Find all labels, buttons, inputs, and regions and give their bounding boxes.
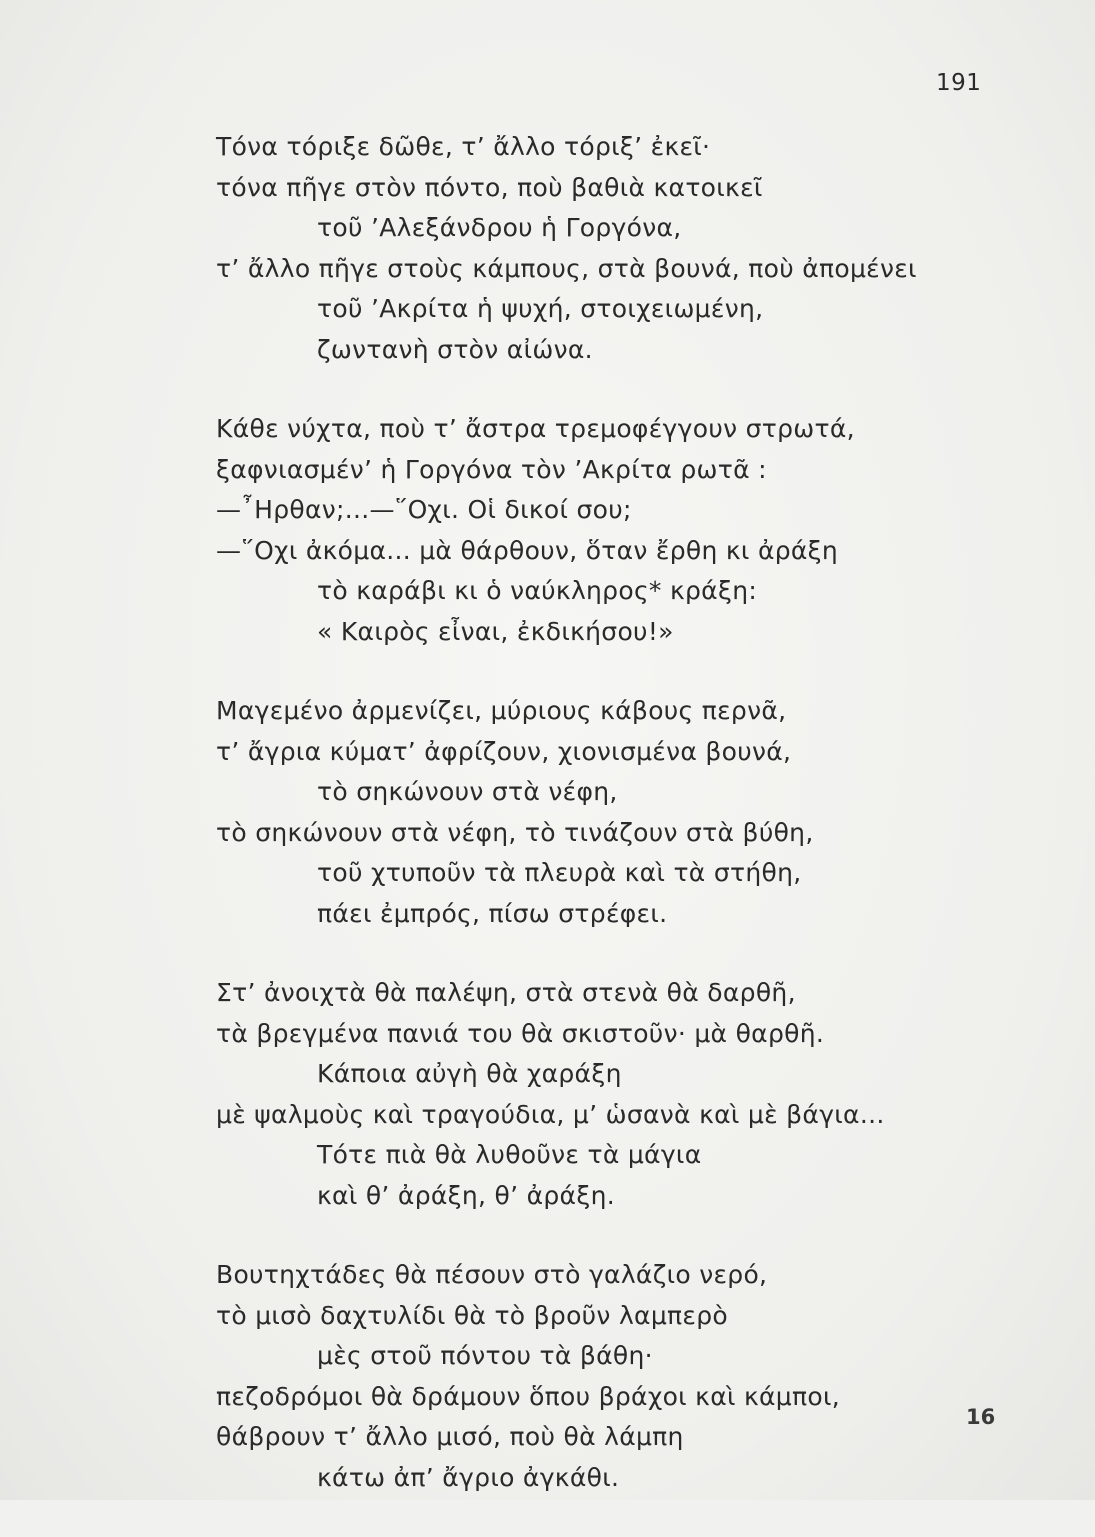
poem-line: τόνα πῆγε στὸν πόντο, ποὺ βαθιὰ κατοικεῖ — [216, 172, 763, 202]
poem-line: τὸ σηκώνουν στὰ νέφη, — [317, 777, 618, 806]
poem-line: —῞Οχι ἀκόμα... μὰ θάρθουν, ὅταν ἔρθη κι ἀράξη — [216, 535, 839, 565]
poem-line: κάτω ἀπ’ ἄγριο ἀγκάθι. — [317, 1462, 620, 1492]
poem-line: ξαφνιασμέν’ ἡ Γοργόνα τὸν ’Ακρίτα ρωτᾶ : — [216, 454, 767, 484]
stanza — [216, 127, 1076, 370]
poem-line: τὰ βρεγμένα πανιά του θὰ σκιστοῦν· μὰ θαρθῆ. — [216, 1018, 825, 1048]
poem-line: μὲς στοῦ πόντου τὰ βάθη· — [317, 1341, 653, 1370]
poem-line: τοῦ χτυποῦν τὰ πλευρὰ καὶ τὰ στήθη, — [317, 858, 802, 887]
poem-line: Στ’ ἀνοιχτὰ θὰ παλέψη, στὰ στενὰ θὰ δαρθῆ, — [216, 978, 796, 1007]
poem-line: πάει ἐμπρός, πίσω στρέφει. — [317, 898, 668, 928]
stanza — [216, 973, 1076, 1216]
poem-line: μὲ ψαλμοὺς καὶ τραγούδια, μ’ ὡσανὰ καὶ μὲ βάγια... — [216, 1099, 885, 1129]
stanza — [216, 691, 1076, 934]
poem-line: τοῦ ’Αλεξάνδρου ἡ Γοργόνα, — [317, 213, 682, 242]
poem-line: καὶ θ’ ἀράξη, θ’ ἀράξη. — [317, 1180, 615, 1210]
poem-line: τὸ μισὸ δαχτυλίδι θὰ τὸ βροῦν λαμπερὸ — [216, 1300, 728, 1330]
poem-line: τὸ σηκώνουν στὰ νέφη, τὸ τινάζουν στὰ βύθη, — [216, 817, 814, 847]
poem-line: —῏Ηρθαν;...—῞Οχι. Οἱ δικοί σου; — [216, 495, 632, 524]
poem-line: Βουτηχτάδες θὰ πέσουν στὸ γαλάζιο νερό, — [216, 1260, 768, 1289]
poem-line: Τόνα τόριξε δῶθε, τ’ ἄλλο τόριξ’ ἐκεῖ· — [216, 132, 711, 161]
poem — [216, 127, 1076, 1537]
poem-line: πεζοδρόμοι θὰ δράμουν ὅπου βράχοι καὶ κάμποι, — [216, 1381, 840, 1411]
poem-line: θάβρουν τ’ ἄλλο μισό, ποὺ θὰ λάμπη — [216, 1422, 684, 1451]
folio-mark: 16 — [966, 1405, 996, 1429]
poem-line: ζωντανὴ στὸν αἰώνα. — [317, 334, 593, 364]
poem-line: τοῦ ’Ακρίτα ἡ ψυχή, στοιχειωμένη, — [317, 294, 764, 323]
poem-line: Μαγεμένο ἀρμενίζει, μύριους κάβους περνᾶ, — [216, 696, 787, 725]
poem-line: « Καιρὸς εἶναι, ἐκδικήσου!» — [317, 616, 674, 646]
poem-line: τ’ ἄλλο πῆγε στοὺς κάμπους, στὰ βουνά, ποὺ ἀπομένει — [216, 253, 917, 283]
poem-line: τ’ ἄγρια κύματ’ ἀφρίζουν, χιονισμένα βουνά, — [216, 736, 792, 766]
stanza — [216, 409, 1076, 652]
poem-line: Κάθε νύχτα, ποὺ τ’ ἄστρα τρεμοφέγγουν στρωτά, — [216, 414, 855, 443]
page-number: 191 — [936, 70, 982, 96]
poem-line: Κάποια αὐγὴ θὰ χαράξη — [317, 1059, 622, 1088]
stanza — [216, 1255, 1076, 1498]
poem-line: Τότε πιὰ θὰ λυθοῦνε τὰ μάγια — [317, 1140, 702, 1169]
poem-line: τὸ καράβι κι ὁ ναύκληρος* κράξη: — [317, 576, 758, 605]
